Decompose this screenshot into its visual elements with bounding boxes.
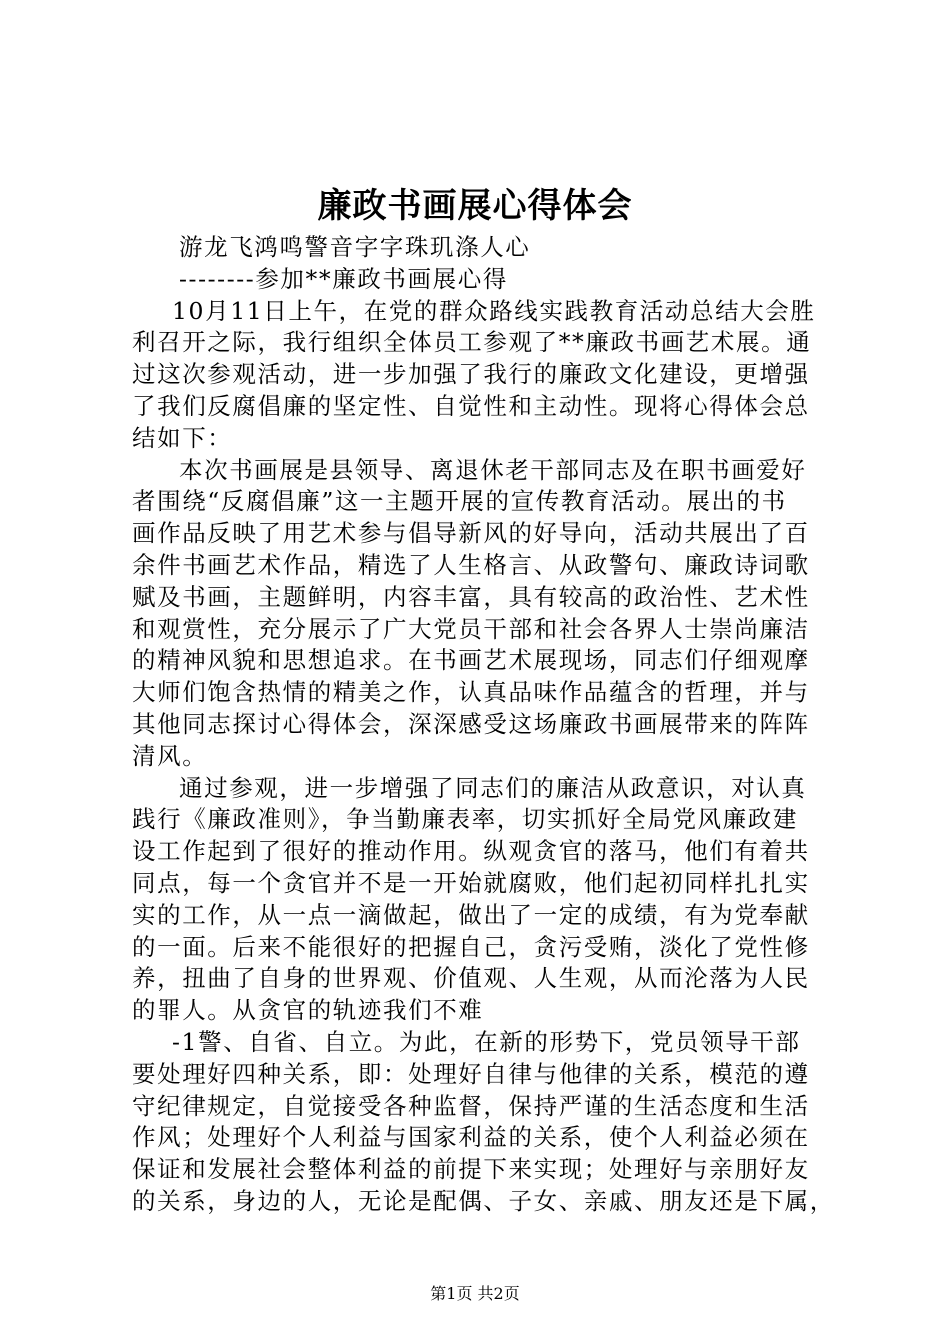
paragraph-line: 设工作起到了很好的推动作用。纵观贪官的落马，他们有着共: [132, 837, 810, 866]
paragraph-line: -1警、自省、自立。为此，在新的形势下，党员领导干部: [172, 1027, 801, 1056]
paragraph-line: 大师们饱含热情的精美之作，认真品味作品蕴含的哲理，并与: [132, 678, 810, 707]
paragraph-line: 了我们反腐倡廉的坚定性、自觉性和主动性。现将心得体会总: [132, 391, 810, 420]
paragraph-line: 过这次参观活动，进一步加强了我行的廉政文化建设，更增强: [132, 360, 810, 389]
paragraph-line: 本次书画展是县领导、离退休老干部同志及在职书画爱好: [179, 455, 807, 484]
paragraph-line: 的罪人。从贪官的轨迹我们不难: [132, 996, 484, 1025]
subtitle-line: --------参加**廉政书画展心得: [179, 264, 508, 293]
paragraph-line: 养，扭曲了自身的世界观、价值观、人生观，从而沦落为人民: [132, 964, 810, 993]
document-body: [132, 232, 835, 1218]
paragraph-line: 的精神风貌和思想追求。在书画艺术展现场，同志们仔细观摩: [132, 646, 810, 675]
paragraph-line: 10月11日上午，在党的群众路线实践教育活动总结大会胜: [172, 296, 816, 325]
paragraph-line: 通过参观，进一步增强了同志们的廉洁从政意识，对认真: [179, 773, 807, 802]
paragraph-line: 的一面。后来不能很好的把握自己，贪污受贿，淡化了党性修: [132, 932, 810, 961]
paragraph-line: 作风；处理好个人利益与国家利益的关系，使个人利益必须在: [132, 1123, 810, 1152]
paragraph-line: 同点，每一个贪官并不是一开始就腐败，他们起初同样扎扎实: [132, 868, 810, 897]
paragraph-line: 的关系，身边的人，无论是配偶、子女、亲戚、朋友还是下属，: [132, 1186, 835, 1215]
paragraph-line: 和观赏性，充分展示了广大党员干部和社会各界人士崇尚廉洁: [132, 614, 810, 643]
paragraph-line: 践行《廉政准则》，争当勤廉表率，切实抓好全局党风廉政建: [132, 805, 798, 834]
paragraph-line: 者围绕“反腐倡廉”这一主题开展的宣传教育活动。展出的书: [132, 487, 787, 516]
document-title: 廉政书画展心得体会: [317, 186, 633, 226]
paragraph-line: 赋及书画，主题鲜明，内容丰富，具有较高的政治性、艺术性: [132, 582, 810, 611]
paragraph-line: 清风。: [132, 741, 208, 770]
paragraph-line: 保证和发展社会整体利益的前提下来实现；处理好与亲朋好友: [132, 1155, 810, 1184]
paragraph-line: 余件书画艺术作品，精选了人生格言、从政警句、廉政诗词歌: [132, 550, 810, 579]
paragraph-line: 结如下：: [132, 423, 233, 452]
subtitle-line: 游龙飞鸿鸣警音字字珠玑涤人心: [179, 233, 531, 261]
paragraph-line: 要处理好四种关系，即：处理好自律与他律的关系，模范的遵: [132, 1059, 810, 1088]
page-number-footer: 第1页 共2页: [430, 1284, 520, 1303]
paragraph-line: 利召开之际，我行组织全体员工参观了**廉政书画艺术展。通: [132, 328, 812, 357]
paragraph-line: 画作品反映了用艺术参与倡导新风的好导向，活动共展出了百: [132, 519, 810, 548]
paragraph-line: 守纪律规定，自觉接受各种监督，保持严谨的生活态度和生活: [132, 1091, 810, 1120]
paragraph-line: 其他同志探讨心得体会，深深感受这场廉政书画展带来的阵阵: [132, 709, 810, 738]
paragraph-line: 实的工作，从一点一滴做起，做出了一定的成绩，有为党奉献: [132, 900, 810, 929]
